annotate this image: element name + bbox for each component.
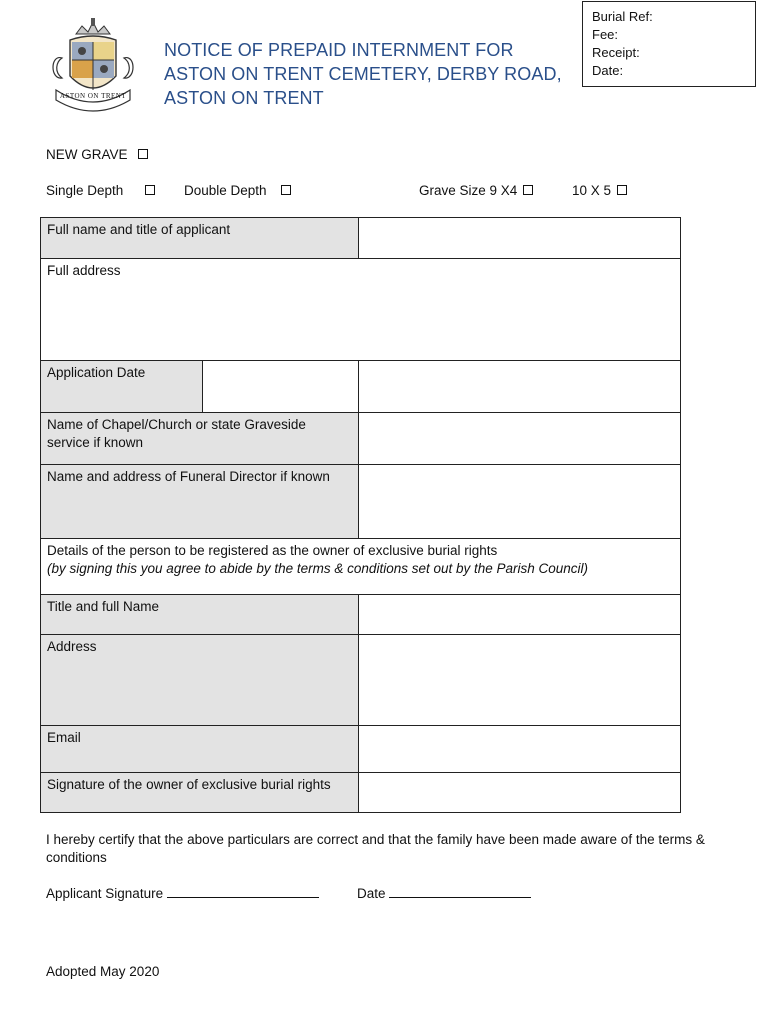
office-use-box	[582, 1, 756, 87]
single-depth-option	[46, 183, 155, 198]
owner-details-heading: Details of the person to be registered as the owner of exclusive burial rights	[47, 543, 498, 558]
grave-size-10x5-checkbox[interactable]	[617, 185, 627, 195]
owner-signature-label: Signature of the owner of exclusive burial rights	[41, 773, 359, 813]
chapel-field[interactable]	[359, 413, 681, 465]
table-row	[41, 413, 681, 465]
table-row	[41, 726, 681, 773]
burial-ref-label: Burial Ref:	[592, 9, 653, 24]
applicant-signature-line[interactable]	[167, 885, 319, 898]
adopted-note: Adopted May 2020	[46, 964, 160, 979]
grave-size-9x4-checkbox[interactable]	[523, 185, 533, 195]
table-row	[41, 773, 681, 813]
signature-date-row	[357, 885, 531, 901]
new-grave-label: NEW GRAVE	[46, 147, 128, 162]
owner-email-field[interactable]	[359, 726, 681, 773]
grave-size-10x5-option	[572, 183, 627, 198]
single-depth-checkbox[interactable]	[145, 185, 155, 195]
double-depth-label: Double Depth	[184, 183, 267, 198]
fee-label: Fee:	[592, 27, 619, 42]
grave-size-10x5-label: 10 X 5	[572, 183, 612, 198]
single-depth-label: Single Depth	[46, 183, 124, 198]
owner-signature-field[interactable]	[359, 773, 681, 813]
full-address-label: Full address	[47, 263, 121, 278]
table-row	[41, 218, 681, 259]
owner-email-label: Email	[41, 726, 359, 773]
application-date-label: Application Date	[41, 361, 203, 413]
receipt-label: Receipt:	[592, 45, 640, 60]
table-row	[41, 465, 681, 539]
table-row	[41, 259, 681, 361]
new-grave-checkbox[interactable]	[138, 149, 148, 159]
certify-statement: I hereby certify that the above particulars are correct and that the family have been made aware of the terms & conditions	[46, 832, 705, 865]
applicant-name-field[interactable]	[359, 218, 681, 259]
applicant-name-label: Full name and title of applicant	[41, 218, 359, 259]
applicant-signature-label: Applicant Signature	[46, 886, 164, 901]
applicant-signature-row	[46, 885, 319, 901]
application-date-extra[interactable]	[359, 361, 681, 413]
double-depth-checkbox[interactable]	[281, 185, 291, 195]
crest-motto: ASTON ON TRENT	[59, 92, 127, 100]
table-row	[41, 635, 681, 726]
table-row	[41, 361, 681, 413]
application-date-field[interactable]	[203, 361, 359, 413]
owner-address-label: Address	[41, 635, 359, 726]
owner-name-label: Title and full Name	[41, 595, 359, 635]
application-form	[40, 217, 681, 813]
date-label: Date:	[592, 63, 624, 78]
owner-details-cell	[41, 539, 681, 595]
signature-date-label: Date	[357, 886, 386, 901]
grave-size-9x4-label: Grave Size 9 X4	[419, 183, 518, 198]
chapel-label: Name of Chapel/Church or state Graveside service if known	[41, 413, 359, 465]
full-address-field[interactable]	[41, 259, 681, 361]
owner-terms-note: (by signing this you agree to abide by the terms & conditions set out by the Parish Council)	[47, 561, 589, 576]
funeral-director-label: Name and address of Funeral Director if known	[41, 465, 359, 539]
double-depth-option	[184, 183, 291, 198]
owner-address-field[interactable]	[359, 635, 681, 726]
table-row	[41, 595, 681, 635]
page-title: NOTICE OF PREPAID INTERNMENT FOR ASTON ON TRENT CEMETERY, DERBY ROAD, ASTON ON TRENT	[164, 40, 562, 108]
signature-date-line[interactable]	[389, 885, 531, 898]
funeral-director-field[interactable]	[359, 465, 681, 539]
council-crest-logo	[48, 18, 138, 114]
grave-size-9x4-option	[419, 183, 533, 198]
table-row	[41, 539, 681, 595]
new-grave-option	[46, 147, 148, 162]
owner-name-field[interactable]	[359, 595, 681, 635]
